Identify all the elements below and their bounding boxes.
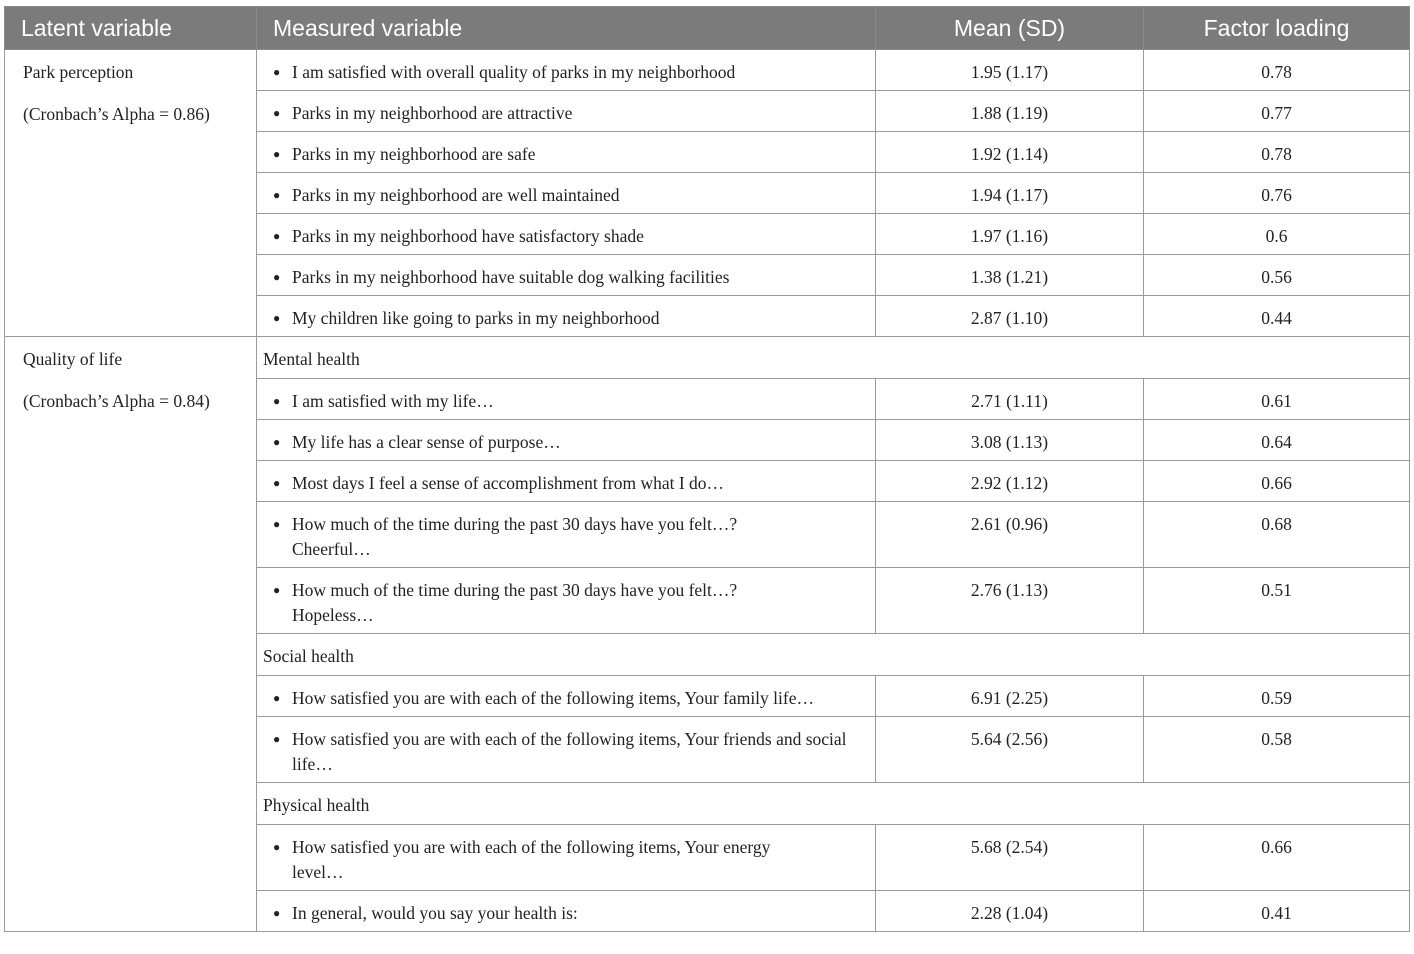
factor-loading: 0.77 [1144,91,1410,132]
measured-item: ● How much of the time during the past 30 days have you felt…? Cheerful… [257,502,876,568]
factor-loading: 0.68 [1144,502,1410,568]
bullet-icon: ● [273,311,281,325]
measured-item: ● How satisfied you are with each of the following items, Your family life… [257,676,876,717]
mean-sd: 2.71 (1.11) [876,379,1144,420]
header-latent: Latent variable [5,7,257,50]
bullet-icon: ● [273,691,281,705]
header-mean: Mean (SD) [876,7,1144,50]
factor-loading: 0.44 [1144,296,1410,337]
factor-loading: 0.78 [1144,132,1410,173]
subsection-physical: Physical health [257,783,1410,825]
subsection-mental: Mental health [257,337,1410,379]
bullet-icon: ● [273,583,281,597]
factor-loading: 0.78 [1144,50,1410,91]
bullet-icon: ● [273,517,281,531]
factor-loading: 0.76 [1144,173,1410,214]
latent-name: Quality of life [23,349,123,369]
bullet-icon: ● [273,229,281,243]
bullet-icon: ● [273,435,281,449]
mean-sd: 1.88 (1.19) [876,91,1144,132]
bullet-icon: ● [273,476,281,490]
bullet-icon: ● [273,840,281,854]
factor-loading: 0.59 [1144,676,1410,717]
header-row [5,7,1410,50]
measured-item: ● Most days I feel a sense of accomplishment from what I do… [257,461,876,502]
factor-loading: 0.41 [1144,891,1410,932]
measured-item: ● Parks in my neighborhood are safe [257,132,876,173]
measured-item: ● How much of the time during the past 30 days have you felt…? Hopeless… [257,568,876,634]
measured-item: ● My life has a clear sense of purpose… [257,420,876,461]
mean-sd: 2.87 (1.10) [876,296,1144,337]
factor-loading: 0.64 [1144,420,1410,461]
bullet-icon: ● [273,188,281,202]
mean-sd: 5.64 (2.56) [876,717,1144,783]
bullet-icon: ● [273,732,281,746]
latent-alpha: (Cronbach’s Alpha = 0.86) [23,104,210,124]
bullet-icon: ● [273,106,281,120]
mean-sd: 3.08 (1.13) [876,420,1144,461]
latent-park [5,50,257,337]
mean-sd: 2.28 (1.04) [876,891,1144,932]
measured-item: ● In general, would you say your health is: [257,891,876,932]
factor-loading: 0.51 [1144,568,1410,634]
mean-sd: 2.76 (1.13) [876,568,1144,634]
factor-loading: 0.61 [1144,379,1410,420]
bullet-icon: ● [273,394,281,408]
factor-loading: 0.66 [1144,461,1410,502]
header-measured: Measured variable [257,7,876,50]
mean-sd: 1.38 (1.21) [876,255,1144,296]
subsection-social: Social health [257,634,1410,676]
factor-loading: 0.58 [1144,717,1410,783]
latent-qol [5,337,257,932]
measured-item: ● Parks in my neighborhood are attractive [257,91,876,132]
measured-item: ● Parks in my neighborhood have satisfactory shade [257,214,876,255]
bullet-icon: ● [273,270,281,284]
table-row [5,50,1410,91]
mean-sd: 1.94 (1.17) [876,173,1144,214]
mean-sd: 2.61 (0.96) [876,502,1144,568]
bullet-icon: ● [273,147,281,161]
bullet-icon: ● [273,906,281,920]
latent-name: Park perception [23,62,134,82]
subsection-row [5,337,1410,379]
mean-sd: 2.92 (1.12) [876,461,1144,502]
mean-sd: 1.97 (1.16) [876,214,1144,255]
factor-loading: 0.56 [1144,255,1410,296]
measured-item: ● I am satisfied with my life… [257,379,876,420]
measured-item: ● Parks in my neighborhood are well maintained [257,173,876,214]
header-loading: Factor loading [1144,7,1410,50]
mean-sd: 5.68 (2.54) [876,825,1144,891]
mean-sd: 1.92 (1.14) [876,132,1144,173]
measured-item: ● How satisfied you are with each of the following items, Your friends and social life… [257,717,876,783]
mean-sd: 1.95 (1.17) [876,50,1144,91]
measured-item: ● I am satisfied with overall quality of parks in my neighborhood [257,50,876,91]
measured-item: ● Parks in my neighborhood have suitable dog walking facilities [257,255,876,296]
mean-sd: 6.91 (2.25) [876,676,1144,717]
measured-item: ● How satisfied you are with each of the following items, Your energy level… [257,825,876,891]
bullet-icon: ● [273,65,281,79]
measured-item: ● My children like going to parks in my neighborhood [257,296,876,337]
factor-loading: 0.6 [1144,214,1410,255]
latent-alpha: (Cronbach’s Alpha = 0.84) [23,391,210,411]
factor-loading: 0.66 [1144,825,1410,891]
factor-table [4,6,1410,932]
